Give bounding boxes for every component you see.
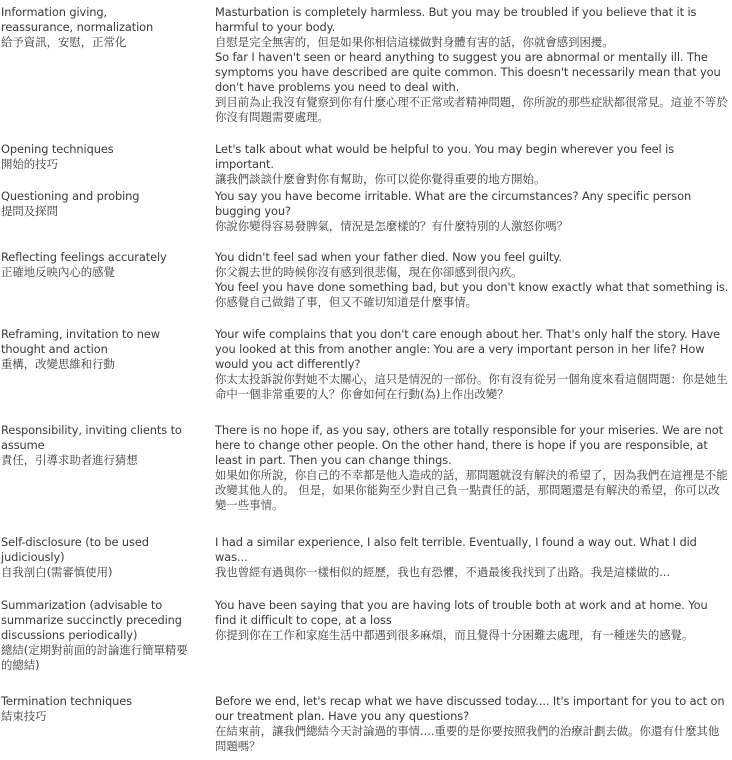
technique-name-zh: 正確地反映內心的感覺 [1, 265, 115, 279]
example-text: 你提到你在工作和家庭生活中都遇到很多麻煩，而且覺得十分困難去處理，有一種迷失的感覺。 [215, 628, 694, 642]
technique-cell [1, 189, 201, 219]
technique-name-en: Termination techniques [1, 694, 132, 708]
technique-name-en: Reframing, invitation to new thought and action [1, 327, 161, 356]
example-text: Before we end, let's recap what we have discussed today.... It's important for you to act on our treatment plan. Have you any questions? [215, 694, 725, 723]
example-text: 你說你變得容易發脾氣，情況是怎麼樣的？有什麼特別的人激怒你嗎？ [215, 219, 569, 233]
technique-name-zh: 給予資訊，安慰，正常化 [1, 35, 127, 49]
example-text: 到目前為止我沒有覺察到你有什麼心理不正常或者精神問題，你所說的那些症狀都很常見。這並不等於你沒有問題需要處理。 [215, 95, 728, 124]
example-cell [215, 250, 729, 310]
example-text: 我也曾經有過與你一樣相似的經歷，我也有恐懼，不過最後我找到了出路。我是這樣做的... [215, 565, 671, 579]
example-text: Let's talk about what would be helpful to you. You may begin wherever you feel is important. [215, 142, 675, 171]
technique-name-zh: 提問及探問 [1, 204, 58, 218]
technique-name-zh: 自我剖白(需審慎使用) [1, 565, 113, 579]
technique-name-en: Self-disclosure (to be used judiciously) [1, 535, 149, 564]
technique-cell [1, 535, 201, 580]
technique-name-zh: 開始的技巧 [1, 157, 58, 171]
example-cell [215, 694, 729, 754]
example-text: So far I haven't seen or heard anything to suggest you are abnormal or mentally ill. The symptoms you have described are quite common. This doesn't necessarily mean that you don't have problems you need to deal with. [215, 50, 721, 94]
example-text: 在結束前，讓我們總結今天討論過的事情....重要的是你要按照我們的治療計劃去做。你還有什麼其他問題嗎？ [215, 724, 720, 753]
technique-name-zh: 重構，改變思維和行動 [1, 357, 115, 371]
technique-cell [1, 694, 201, 724]
example-text: You say you have become irritable. What are the circumstances? Any specific person bugging you? [215, 189, 692, 218]
example-text: You feel you have done something bad, but you don't know exactly what that something is. [215, 280, 729, 294]
example-text: 你太太投訴說你對她不太關心，這只是情況的一部份。你有沒有從另一個角度來看這個問題：你是她生命中一個非常重要的人？你會如何在行動(為)上作出改變？ [215, 372, 728, 401]
example-cell [215, 5, 729, 125]
technique-cell [1, 5, 201, 50]
example-text: 你父親去世的時候你沒有感到很悲傷，現在你卻感到很內疚。 [215, 265, 523, 279]
technique-cell [1, 327, 201, 372]
example-text: 讓我們談談什麼會對你有幫助，你可以從你覺得重要的地方開始。 [215, 172, 546, 186]
technique-cell [1, 423, 201, 468]
example-text: 自慰是完全無害的，但是如果你相信這樣做對身體有害的話，你就會感到困擾。 [215, 35, 614, 49]
technique-name-zh: 總結(定期對前面的討論進行簡單精要的總結) [1, 643, 188, 672]
example-cell [215, 189, 729, 234]
example-cell [215, 142, 729, 187]
example-text: 你感覺自己做錯了事，但又不確切知道是什麼事情。 [215, 295, 477, 309]
example-text: You have been saying that you are having lots of trouble both at work and at home. You find it difficult to cope, at a loss [215, 598, 708, 627]
technique-name-en: Questioning and probing [1, 189, 140, 203]
example-cell [215, 598, 729, 643]
technique-name-en: Responsibility, inviting clients to assume [1, 423, 182, 452]
technique-name-en: Summarization (advisable to summarize succinctly preceding discussions periodically) [1, 598, 182, 642]
example-text: There is no hope if, as you say, others are totally responsible for your miseries. We are not here to change other people. On the other hand, there is hope if you are responsible, at least in part. Then you can change things. [215, 423, 724, 467]
technique-name-en: Information giving, reassurance, normalization [1, 5, 154, 34]
example-cell [215, 535, 729, 580]
example-text: I had a similar experience, I also felt terrible. Eventually, I found a way out. What I did was... [215, 535, 697, 564]
technique-name-en: Reflecting feelings accurately [1, 250, 167, 264]
example-text: 如果如你所說，你自己的不幸都是他人造成的話，那問題就沒有解決的希望了，因為我們在這裡是不能改變其他人的。 但是，如果你能夠至少對自己負一點責任的話，那問題還是有解決的希望，你可以改變一些事情。 [215, 468, 728, 512]
technique-cell [1, 142, 201, 172]
technique-name-zh: 責任，引導求助者進行猜想 [1, 453, 138, 467]
example-cell [215, 423, 729, 513]
technique-name-zh: 結束技巧 [1, 709, 47, 723]
example-text: You didn't feel sad when your father died. Now you feel guilty. [215, 250, 562, 264]
example-text: Your wife complains that you don't care enough about her. That's only half the story. Have you looked at this from another angle: You are a very important person in her life? How would you act differently? [215, 327, 721, 371]
technique-cell [1, 598, 201, 673]
example-text: Masturbation is completely harmless. But you may be troubled if you believe that it is harmful to your body. [215, 5, 697, 34]
example-cell [215, 327, 729, 402]
technique-cell [1, 250, 201, 280]
technique-name-en: Opening techniques [1, 142, 114, 156]
